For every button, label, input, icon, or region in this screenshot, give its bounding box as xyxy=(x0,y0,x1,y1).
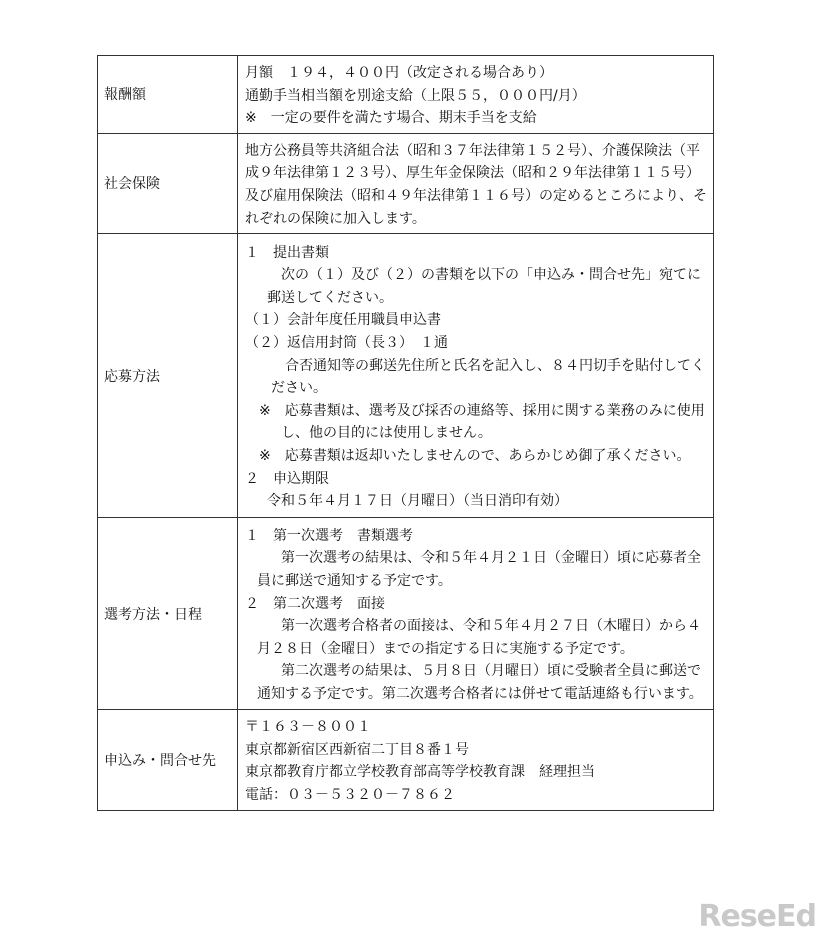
row-contact xyxy=(98,710,714,810)
content-insurance xyxy=(238,133,714,233)
contact-address: 東京都新宿区西新宿二丁目８番１号 xyxy=(245,741,469,758)
row-application xyxy=(98,234,714,518)
label-contact: 申込み・問合せ先 xyxy=(98,710,238,810)
selection-step1-body: 第一次選考の結果は、令和５年４月２１日（金曜日）頃に応募者全員に郵送で通知する予定です。 xyxy=(257,550,701,589)
salary-line: 月額 １９４，４００円（改定される場合あり） xyxy=(245,65,553,81)
label-salary: 報酬額 xyxy=(98,56,238,134)
selection-step2-title: ２ 第二次選考 面接 xyxy=(245,595,385,612)
watermark-logo: ReseEd xyxy=(698,899,816,934)
selection-step2-body2: 第二次選考の結果は、５月８日（月曜日）頃に受験者全員に郵送で通知する予定です。第二次選考合格者には併せて電話連絡も行います。 xyxy=(257,663,703,702)
contact-phone: 電話：０３－５３２０－７８６２ xyxy=(245,786,455,803)
label-insurance: 社会保険 xyxy=(98,133,238,233)
selection-step1-title: １ 第一次選考 書類選考 xyxy=(245,527,413,544)
label-application: 応募方法 xyxy=(98,234,238,518)
contact-department: 東京都教育庁都立学校教育部高等学校教育課 経理担当 xyxy=(245,764,595,781)
content-selection xyxy=(238,518,714,710)
application-item1-title: １ 提出書類 xyxy=(245,244,329,261)
content-application xyxy=(238,234,714,518)
salary-line: 通勤手当相当額を別途支給（上限５５，０００円/月） xyxy=(245,87,586,104)
content-salary xyxy=(238,56,714,134)
label-selection: 選考方法・日程 xyxy=(98,518,238,710)
application-doc2: （２）返信用封筒（長３） １通 xyxy=(245,334,448,351)
row-salary xyxy=(98,56,714,134)
row-insurance xyxy=(98,133,714,233)
insurance-text: 地方公務員等共済組合法（昭和３７年法律第１５２号）、介護保険法（平成９年法律第１２３号）、厚生年金保険法（昭和２９年法律第１１５号）及び雇用保険法（昭和４９年法律第１１６号）の定めるところにより、それぞれの保険に加入します。 xyxy=(245,142,707,227)
application-note1: ※ 応募書類は、選考及び採否の連絡等、採用に関する業務のみに使用し、他の目的には使用しません。 xyxy=(259,402,705,442)
application-item2-title: ２ 申込期限 xyxy=(245,470,329,487)
application-note2: ※ 応募書類は返却いたしませんので、あらかじめ御了承ください。 xyxy=(259,447,691,464)
job-info-table xyxy=(97,55,714,811)
application-item2-body: 令和５年４月１７日（月曜日）（当日消印有効） xyxy=(267,493,568,510)
salary-line: ※ 一定の要件を満たす場合、期末手当を支給 xyxy=(245,110,537,127)
content-contact xyxy=(238,710,714,810)
application-item1-body: 次の（１）及び（２）の書類を以下の「申込み・問合せ先」宛てに郵送してください。 xyxy=(267,267,701,306)
application-doc2-note: 合否通知等の郵送先住所と氏名を記入し、８４円切手を貼付してください。 xyxy=(271,357,705,397)
application-doc1: （１）会計年度任用職員申込書 xyxy=(245,312,441,329)
selection-step2-body1: 第一次選考合格者の面接は、令和５年４月２７日（木曜日）から４月２８日（金曜日）までの指定する日に実施する予定です。 xyxy=(257,618,701,657)
row-selection xyxy=(98,518,714,710)
contact-postal: 〒１６３－８００１ xyxy=(245,719,371,736)
